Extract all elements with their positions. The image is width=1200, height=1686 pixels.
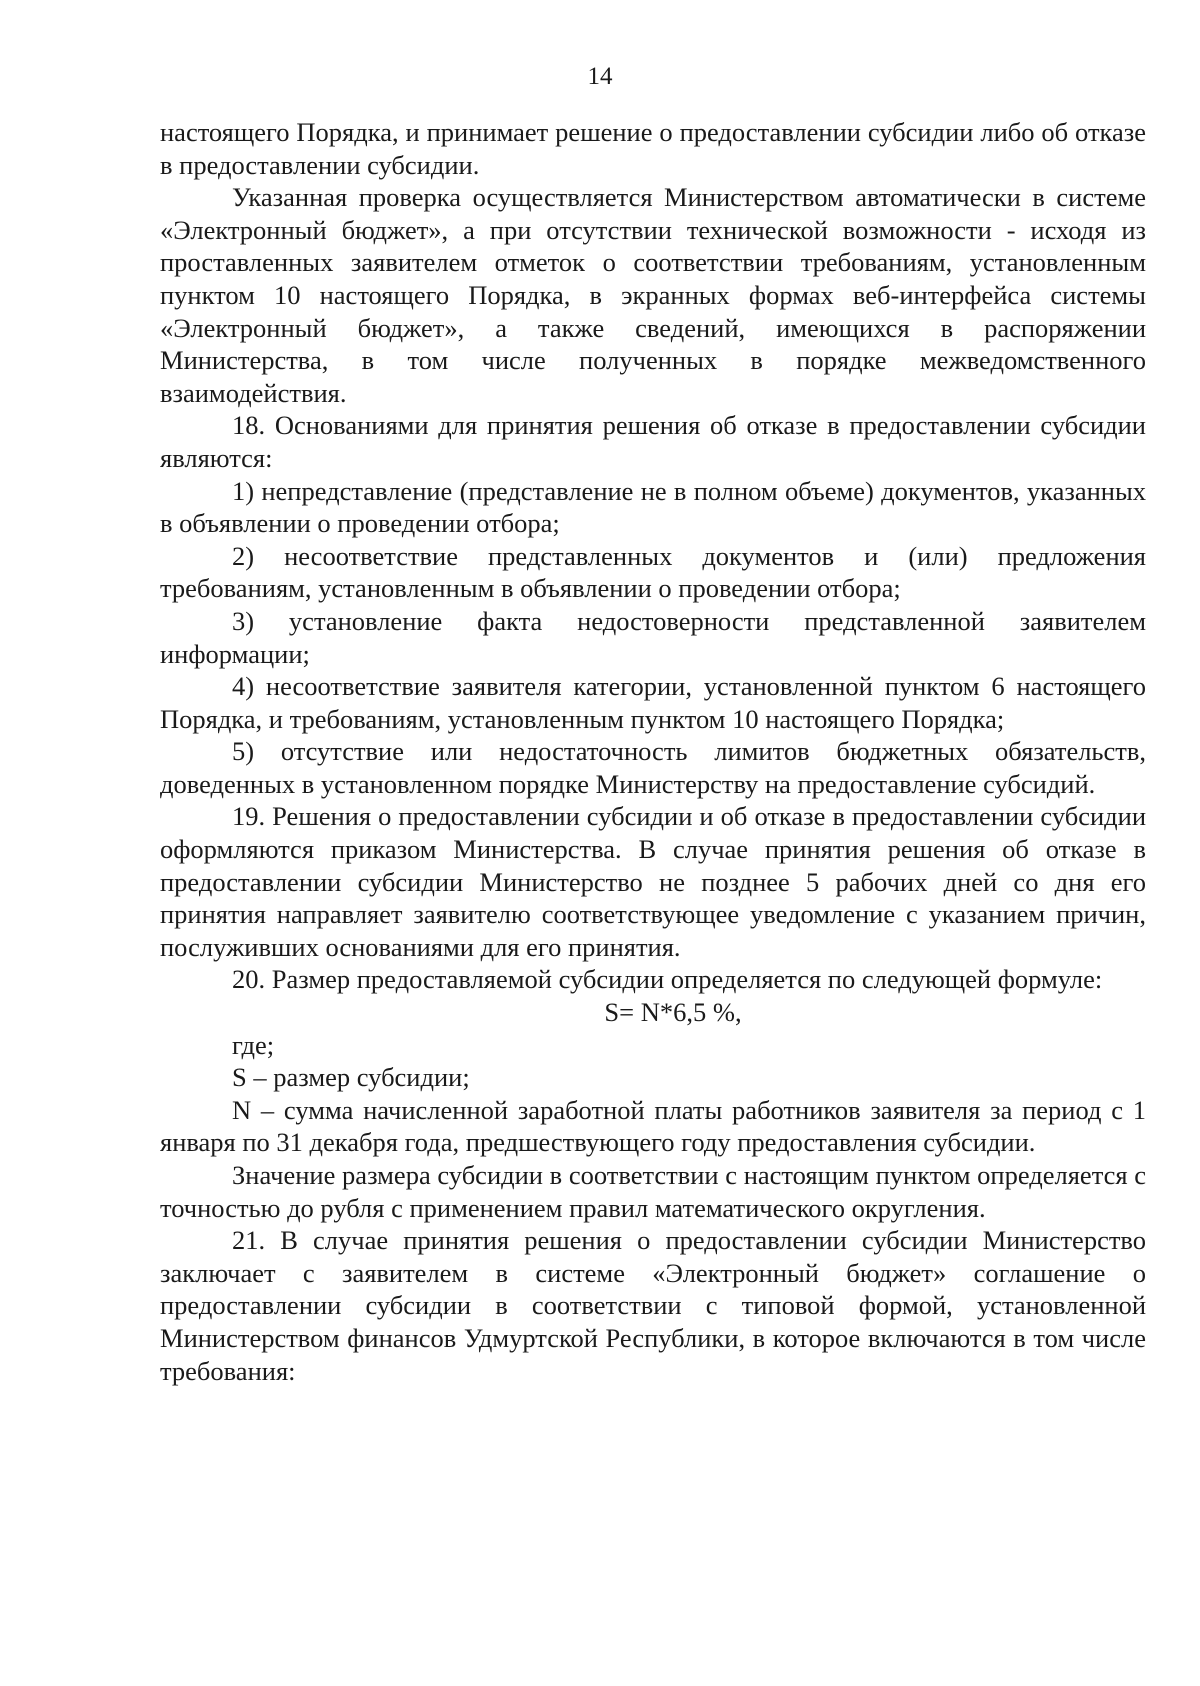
paragraph-continuation: настоящего Порядка, и принимает решение о предоставлении субсидии либо об отказе в предоставлении субсидии. bbox=[160, 117, 1146, 180]
formula-where: где; bbox=[232, 1029, 275, 1060]
paragraph-20-formula-intro: 20. Размер предоставляемой субсидии определяется по следующей формуле: bbox=[232, 964, 1103, 995]
formula-s-definition: S – размер субсидии; bbox=[232, 1062, 470, 1093]
paragraph-18-grounds: 18. Основаниями для принятия решения об отказе в предоставлении субсидии являются: bbox=[160, 410, 1146, 473]
list-item-2: 2) несоответствие представленных документов и (или) предложения требованиям, установленным в объявлении о проведении отбора; bbox=[160, 540, 1146, 604]
list-item-5: 5) отсутствие или недостаточность лимитов бюджетных обязательств, доведенных в установленном порядке Министерству на предоставление субсидий. bbox=[160, 736, 1146, 799]
formula-n-definition: N – сумма начисленной заработной платы работников заявителя за период с 1 января по 31 декабря года, предшествующего году предоставления субсидии. bbox=[160, 1094, 1146, 1158]
list-item-3: 3) установление факта недостоверности представленной заявителем информации; bbox=[160, 605, 1146, 669]
document-body bbox=[160, 116, 1146, 1387]
paragraph-21-agreement: 21. В случае принятия решения о предоставлении субсидии Министерство заключает с заявителем в системе «Электронный бюджет» соглашение о предоставлении субсидии в соответствии с типовой формой, установленной Министерством финансов Удмуртской Республики, в которое включаются в том числе требования: bbox=[160, 1225, 1146, 1386]
paragraph-verification: Указанная проверка осуществляется Министерством автоматически в системе «Электронный бюджет», а при отсутствии технической возможности - исходя из проставленных заявителем отметок о соответствии требованиям, установленным пунктом 10 настоящего Порядка, в экранных формах веб-интерфейса системы «Электронный бюджет», а также сведений, имеющихся в распоряжении Министерства, в том числе полученных в порядке межведомственного взаимодействия. bbox=[160, 182, 1146, 408]
paragraph-19-decisions: 19. Решения о предоставлении субсидии и об отказе в предоставлении субсидии оформляются приказом Министерства. В случае принятия решения об отказе в предоставлении субсидии Министерство не позднее 5 рабочих дней со дня его принятия направляет заявителю соответствующее уведомление с указанием причин, послуживших основаниями для его принятия. bbox=[160, 801, 1146, 962]
list-item-1: 1) непредставление (представление не в полном объеме) документов, указанных в объявлении о проведении отбора; bbox=[160, 475, 1146, 539]
list-item-4: 4) несоответствие заявителя категории, установленной пунктом 6 настоящего Порядка, и требованиям, установленным пунктом 10 настоящего Порядка; bbox=[160, 671, 1146, 734]
page-number: 14 bbox=[587, 63, 613, 90]
paragraph-rounding: Значение размера субсидии в соответствии с настоящим пунктом определяется с точностью до рубля с применением правил математического округления. bbox=[160, 1160, 1146, 1223]
formula: S= N*6,5 %, bbox=[604, 997, 742, 1028]
